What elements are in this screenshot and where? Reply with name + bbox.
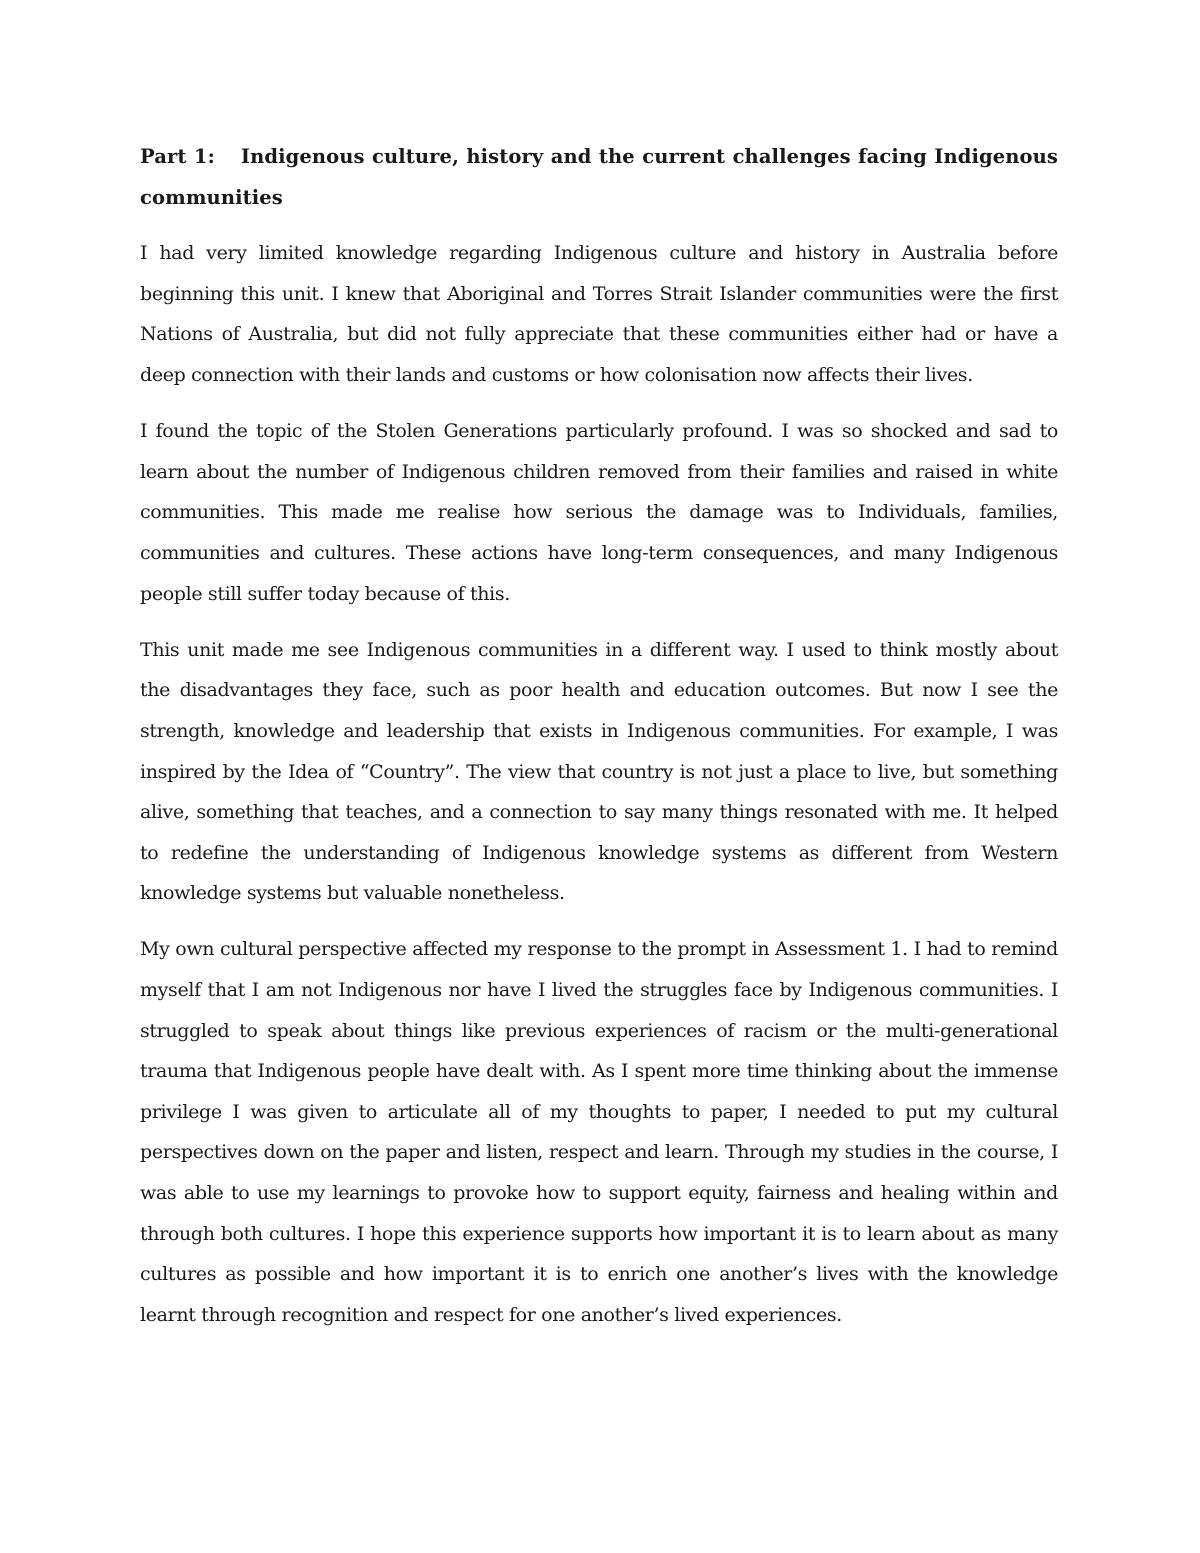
paragraph-new-perspective: This unit made me see Indigenous communities in a different way. I used to think mostly about the disadvantages they face, such as poor health and education outcomes. But now I see the strength, knowledge and leadership that exists in Indigenous communities. For example, I was inspired by the Idea of “Country”. The view that country is not just a place to live, but something alive, something that teaches, and a connection to say many things resonated with me. It helped to redefine the understanding of Indigenous knowledge systems as different from Western knowledge systems but valuable nonetheless. xyxy=(140,638,1058,905)
paragraph-prior-knowledge: I had very limited knowledge regarding Indigenous culture and history in Australia before beginning this unit. I knew that Aboriginal and Torres Strait Islander communities were the first Nations of Australia, but did not fully appreciate that these communities either had or have a deep connection with their lands and customs or how colonisation now affects their lives. xyxy=(140,242,1058,386)
section-title: Indigenous culture, history and the current challenges facing Indigenous communities xyxy=(140,145,1059,209)
paragraph-stolen-generations: I found the topic of the Stolen Generations particularly profound. I was so shocked and sad to learn about the number of Indigenous children removed from their families and raised in white communities. This made me realise how serious the damage was to Individuals, families, communities and cultures. These actions have long-term consequences, and many Indigenous people still suffer today because of this. xyxy=(140,420,1058,605)
document-body xyxy=(140,137,1058,1351)
section-heading xyxy=(140,137,1058,218)
paragraph-cultural-perspective: My own cultural perspective affected my response to the prompt in Assessment 1. I had to remind myself that I am not Indigenous nor have I lived the struggles face by Indigenous communities. I struggled to speak about things like previous experiences of racism or the multi-generational trauma that Indigenous people have dealt with. As I spent more time thinking about the immense privilege I was given to articulate all of my thoughts to paper, I needed to put my cultural perspectives down on the paper and listen, respect and learn. Through my studies in the course, I was able to use my learnings to provoke how to support equity, fairness and healing within and through both cultures. I hope this experience supports how important it is to learn about as many cultures as possible and how important it is to enrich one another’s lives with the knowledge learnt through recognition and respect for one another’s lived experiences. xyxy=(140,938,1058,1326)
part-label: Part 1: xyxy=(140,145,215,168)
